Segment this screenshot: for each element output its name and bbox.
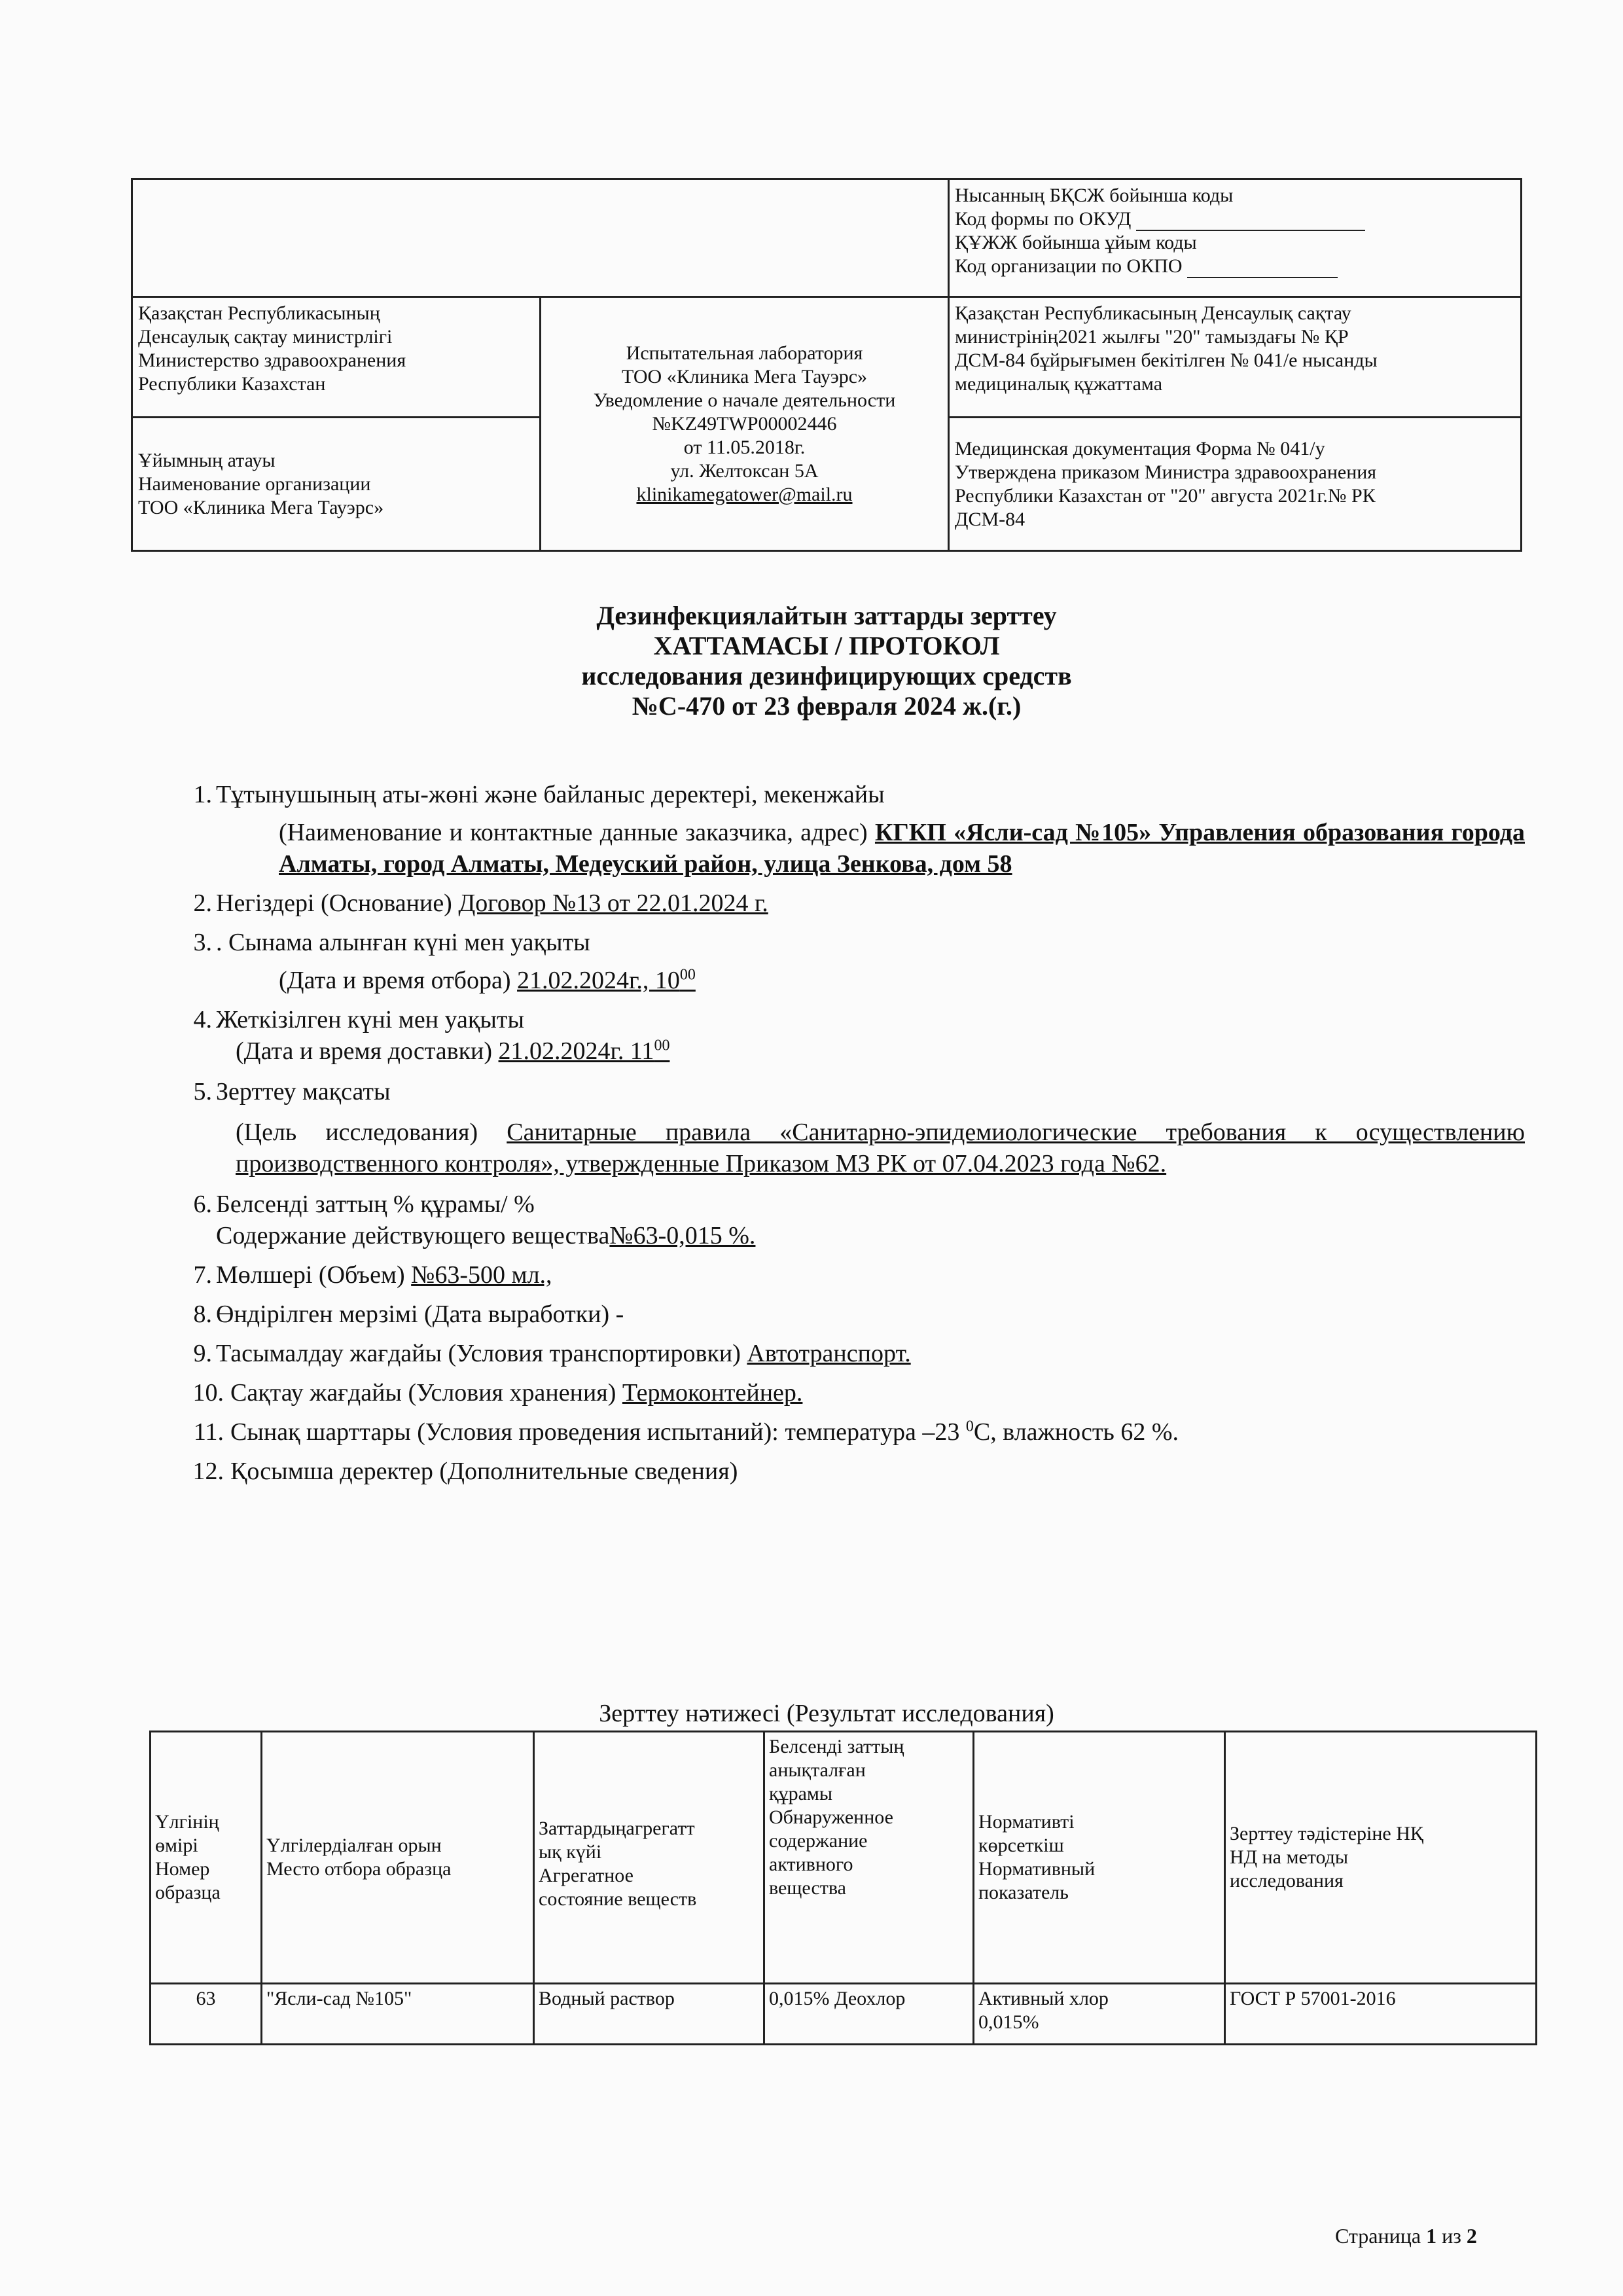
results-header-row	[151, 1732, 1537, 1984]
col-header-state: Заттардыңагрегатт ық күйі Агрегатное состояние веществ	[534, 1732, 764, 1984]
org-line: Наименование организации	[138, 473, 371, 495]
header-blank-cell	[132, 179, 949, 297]
cell-method: ГОСТ Р 57001-2016	[1225, 1984, 1537, 2045]
list-item	[171, 779, 1525, 880]
list-item	[171, 1377, 1525, 1408]
item-ru-block	[216, 1117, 1525, 1179]
lab-email-link[interactable]: klinikamegatower@mail.ru	[636, 483, 853, 505]
item-number: 3.	[193, 929, 212, 956]
lab-line: ТОО «Клиника Мега Тауэрс»	[621, 365, 868, 387]
list-item	[171, 1189, 1525, 1251]
test-conditions-tail: С, влажность 62 %.	[973, 1418, 1179, 1446]
header-table	[131, 178, 1522, 552]
page-number: Страница 1 из 2	[1335, 2224, 1477, 2248]
approval-kz-cell	[949, 297, 1522, 418]
title-line: исследования дезинфицирующих средств	[581, 661, 1072, 691]
table-row	[151, 1984, 1537, 2045]
item-label: Тасымалдау жағдайы (Условия транспортировки)	[216, 1340, 741, 1367]
volume-value: №63-500 мл.,	[411, 1261, 552, 1289]
ministry-cell	[132, 297, 541, 418]
list-item	[171, 1259, 1525, 1291]
code-okud: Код формы по ОКУД	[955, 207, 1515, 231]
approval-ru-line: ДСМ-84	[955, 508, 1026, 530]
col-header-found-content: Белсенді заттың анықталған құрамы Обнаруженное содержание активного вещества	[764, 1732, 974, 1984]
item-number: 6.	[193, 1191, 212, 1218]
item-number: 7.	[193, 1261, 212, 1289]
results-title: Зерттеу нәтижесі (Результат исследования)	[599, 1700, 1054, 1727]
code-kujj: ҚҰЖЖ бойынша ұйым коды	[955, 232, 1197, 253]
item-label: Негіздері (Основание)	[216, 889, 452, 917]
list-item	[171, 927, 1525, 996]
approval-kz-line: ДСМ-84 бұйрығымен бекітілген № 041/е нысанды	[955, 350, 1378, 371]
ministry-line: Республики Казахстан	[138, 373, 326, 395]
col-header-sample-number: Үлгінің өмірі Номер образца	[151, 1732, 262, 1984]
cell-found-content: 0,015% Деохлор	[764, 1984, 974, 2045]
item-ru-block	[216, 817, 1525, 880]
item-label-kz: Тұтынушының аты-жөні және байланыс деректері, мекенжайы	[216, 781, 885, 808]
cell-norm: Активный хлор 0,015%	[974, 1984, 1225, 2045]
active-substance-value: №63-0,015 %.	[609, 1222, 756, 1249]
org-line: Ұйымның атауы	[138, 449, 276, 471]
item-ru-block	[216, 1220, 1525, 1251]
lab-line: №KZ49TWP00002446	[652, 412, 837, 435]
item-number: 5.	[193, 1078, 212, 1105]
item-label: Қосымша деректер (Дополнительные сведения)	[230, 1458, 738, 1485]
lab-cell	[541, 297, 949, 551]
item-label-kz: . Сынама алынған күні мен уақыты	[216, 929, 590, 956]
lab-line: Испытательная лаборатория	[626, 342, 863, 364]
approval-kz-line: Қазақстан Республикасының Денсаулық сақтау	[955, 302, 1351, 324]
approval-ru-line: Республики Казахстан от "20" августа 2021г.№ РК	[955, 484, 1376, 507]
customer-value: КГКП «Ясли-сад №105» Управления образования города Алматы, город Алматы, Медеуский район, улица Зенкова, дом 58	[279, 819, 1525, 878]
form-codes-cell	[949, 179, 1522, 297]
item-label-ru: Содержание действующего вещества	[216, 1222, 610, 1249]
list-item	[171, 1456, 1525, 1487]
item-label-kz: Зерттеу мақсаты	[216, 1078, 391, 1105]
item-number: 4.	[193, 1006, 212, 1033]
list-item	[171, 888, 1525, 919]
list-item	[171, 1338, 1525, 1369]
approval-ru-line: Медицинская документация Форма № 041/у	[955, 437, 1325, 459]
protocol-number: №С-470 от 23 февраля 2024 ж.(г.)	[632, 691, 1022, 721]
item-label-ru: (Дата и время доставки)	[236, 1037, 493, 1065]
delivery-date-value: 21.02.2024г. $11^{00}$	[498, 1037, 670, 1065]
code-bksj: Нысанның БҚСЖ бойынша коды	[955, 185, 1234, 206]
item-number: 8.	[193, 1300, 212, 1328]
item-number: 10.	[192, 1379, 224, 1407]
approval-kz-line: медициналық құжаттама	[955, 373, 1163, 395]
cell-state: Водный раствор	[534, 1984, 764, 2045]
document-title	[131, 601, 1522, 721]
item-label: Өндірілген мерзімі (Дата выработки) -	[216, 1300, 624, 1328]
item-label: Сақтау жағдайы (Условия хранения)	[230, 1379, 616, 1407]
item-number: 11.	[193, 1418, 224, 1446]
transport-value: Автотранспорт.	[747, 1340, 911, 1367]
ministry-line: Министерство здравоохранения	[138, 350, 406, 371]
basis-value: Договор №13 от 22.01.2024 г.	[458, 889, 768, 917]
list-item	[171, 1004, 1525, 1067]
item-label-ru: (Дата и время отбора)	[279, 967, 511, 994]
organization-cell	[132, 418, 541, 551]
storage-value: Термоконтейнер.	[622, 1379, 803, 1407]
item-ru-block	[216, 965, 1525, 996]
item-label-kz: Жеткізілген күні мен уақыты	[216, 1006, 525, 1033]
list-item	[171, 1299, 1525, 1330]
protocol-details-list	[171, 779, 1525, 1487]
approval-kz-line: министрінің2021 жылғы "20" тамыздағы № ҚР	[955, 326, 1349, 348]
lab-line: от 11.05.2018г.	[683, 436, 806, 458]
item-label: Сынақ шарттары (Условия проведения испытаний): температура –23	[230, 1418, 960, 1446]
cell-sample-number: 63	[151, 1984, 262, 2045]
list-item	[171, 1416, 1525, 1448]
ministry-line: Қазақстан Республикасының	[138, 302, 380, 324]
title-line: Дезинфекциялайтын заттарды зерттеу	[596, 601, 1057, 630]
cell-sample-place: "Ясли-сад №105"	[262, 1984, 534, 2045]
item-label-ru: (Цель исследования)	[236, 1119, 478, 1146]
item-number: 9.	[193, 1340, 212, 1367]
col-header-norm: Нормативті көрсеткіш Нормативный показатель	[974, 1732, 1225, 1984]
col-header-sample-place: Үлгілердіалған орын Место отбора образца	[262, 1732, 534, 1984]
purpose-value: Санитарные правила «Санитарно-эпидемиологические требования к осуществлению производственного контроля», утвержденные Приказом МЗ РК от 07.04.2023 года №62.	[236, 1119, 1525, 1177]
ministry-line: Денсаулық сақтау министрлігі	[138, 326, 393, 348]
code-okpo: Код организации по ОКПО	[955, 255, 1515, 278]
approval-ru-line: Утверждена приказом Министра здравоохранения	[955, 461, 1377, 483]
lab-line: ул. Желтоксан 5А	[670, 459, 819, 482]
lab-line: Уведомление о начале деятельности	[593, 389, 896, 411]
sampling-date-value: 21.02.2024г., $10^{00}$	[517, 966, 696, 994]
title-line: ХАТТАМАСЫ / ПРОТОКОЛ	[653, 631, 1000, 660]
results-table	[149, 1731, 1537, 2045]
list-item	[171, 1076, 1525, 1179]
item-number: 2.	[193, 889, 212, 917]
item-ru-block	[216, 1035, 1525, 1067]
col-header-method: Зерттеу тәдістеріне НҚ НД на методы исследования	[1225, 1732, 1537, 1984]
degree-sup: 0	[965, 1418, 974, 1435]
approval-ru-cell	[949, 418, 1522, 551]
item-number: 1.	[193, 781, 212, 808]
item-label-ru: (Наименование и контактные данные заказчика, адрес)	[279, 819, 868, 846]
item-number: 12.	[192, 1458, 224, 1485]
org-line: ТОО «Клиника Мега Тауэрс»	[138, 496, 384, 518]
item-label-kz: Белсенді заттың % құрамы/ %	[216, 1191, 535, 1218]
item-label: Мөлшері (Объем)	[216, 1261, 405, 1289]
